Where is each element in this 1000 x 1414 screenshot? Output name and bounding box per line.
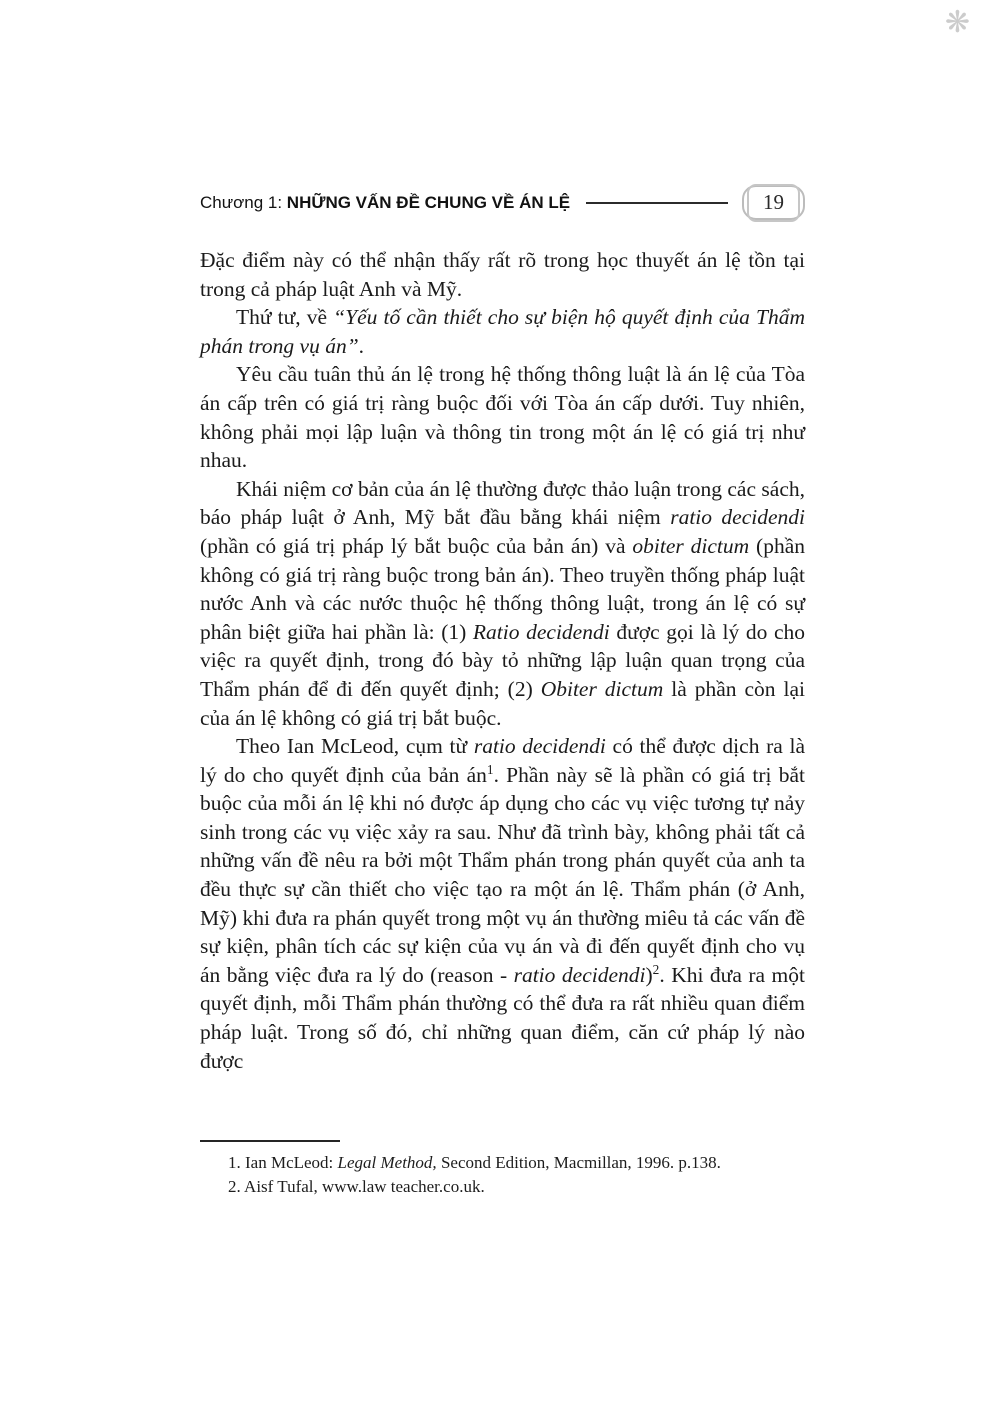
text-segment: . Phần này sẽ là phần có giá trị bắt buộc của mỗi án lệ khi nó được áp dụng cho các vụ việc tương tự nảy sinh trong các vụ việc xảy ra sau. Như đã trình bày, không phải tất cả những vấn đề nêu ra bởi một Thẩm phán trong phán quyết của anh ta đều thực sự cần thiết cho việc tạo ra một án lệ. Thẩm phán (ở Anh, Mỹ) khi đưa ra phán quyết trong một vụ án thường miêu tả các vấn đề sự kiện, phân tích các sự kiện của vụ án và đi đến quyết định cho vụ án bằng việc đưa ra lý do (reason - xyxy=(200,762,805,987)
page-header xyxy=(200,185,805,220)
paragraph xyxy=(200,303,805,360)
italic-text: Legal Method, xyxy=(337,1153,437,1172)
paragraph xyxy=(200,475,805,732)
text-segment: có thể được dịch ra là lý do cho quyết định của bản án xyxy=(200,734,806,787)
paragraph xyxy=(200,732,805,1075)
page-number: 19 xyxy=(747,184,800,222)
footnote xyxy=(200,1175,805,1199)
text-segment: . Khi đưa ra một quyết định, mỗi Thẩm phán thường có thể đưa ra rất nhiều quan điểm pháp luật. Trong số đó, chỉ những quan điểm, căn cứ pháp lý nào được xyxy=(200,962,805,1073)
footnote-list xyxy=(200,1151,805,1198)
text-segment: ) xyxy=(645,962,653,987)
text-segment: Second Edition, Macmillan, 1996. p.138. xyxy=(436,1153,721,1172)
italic-text: “Yếu tố cần thiết cho sự biện hộ quyết định của Thẩm phán trong vụ án” xyxy=(200,305,805,358)
italic-text: Obiter dictum xyxy=(540,676,664,701)
paragraph xyxy=(200,246,805,303)
text-segment: Theo Ian McLeod, cụm từ xyxy=(236,734,474,759)
page-number-box xyxy=(742,185,805,220)
text-segment: Yêu cầu tuân thủ án lệ trong hệ thống thông luật là án lệ của Tòa án cấp trên có giá trị ràng buộc đối với Tòa án cấp dưới. Tuy nhiên, không phải mọi lập luận và thông tin trong một án lệ có giá trị như nhau. xyxy=(200,362,805,473)
chapter-label xyxy=(200,193,570,213)
text-segment: Khái niệm cơ bản của án lệ thường được thảo luận trong các sách, báo pháp luật ở Anh, Mỹ bắt đầu bằng khái niệm xyxy=(200,476,805,530)
paragraph xyxy=(200,360,805,474)
footnote-separator xyxy=(200,1140,340,1142)
text-segment: 2. Aisf Tufal, www.law teacher.co.uk. xyxy=(228,1176,485,1196)
italic-text: ratio decidendi xyxy=(670,505,806,530)
chapter-title: NHỮNG VẤN ĐỀ CHUNG VỀ ÁN LỆ xyxy=(286,192,571,212)
text-segment: Thứ tư, về xyxy=(236,305,334,330)
footnotes xyxy=(200,1140,805,1198)
text-segment: . xyxy=(358,333,365,358)
italic-text: obiter dictum xyxy=(632,533,750,558)
header-rule xyxy=(586,202,728,204)
text-segment: được gọi là lý do cho việc ra quyết định, trong đó bày tỏ những lập luận quan trọng của Thẩm phán để đi đến quyết định; (2) xyxy=(200,619,805,701)
text-segment: 1. Ian McLeod: xyxy=(228,1153,338,1172)
italic-text: Ratio decidendi xyxy=(472,619,610,644)
text-segment: (phần có giá trị pháp lý bắt buộc của bản án) và xyxy=(200,533,633,558)
flower-ornament-icon: ❋ xyxy=(944,5,970,40)
footnote-reference: 1 xyxy=(486,761,494,777)
italic-text: ratio decidendi xyxy=(473,734,606,759)
footnote xyxy=(200,1151,805,1175)
italic-text: ratio decidendi xyxy=(513,962,646,987)
text-segment: (phần không có giá trị ràng buộc trong bản án). Theo truyền thống pháp luật nước Anh và các nước thuộc hệ thống thông luật, trong án lệ có sự phân biệt giữa hai phần là: (1) xyxy=(200,533,806,644)
text-segment: Đặc điểm này có thể nhận thấy rất rõ trong học thuyết án lệ tồn tại trong cả pháp luật Anh và Mỹ. xyxy=(200,248,805,301)
body-text xyxy=(200,246,805,1075)
text-segment: là phần còn lại của án lệ không có giá trị bắt buộc. xyxy=(200,676,805,730)
footnote-reference: 2 xyxy=(652,961,660,977)
chapter-prefix: Chương 1: xyxy=(200,192,287,212)
